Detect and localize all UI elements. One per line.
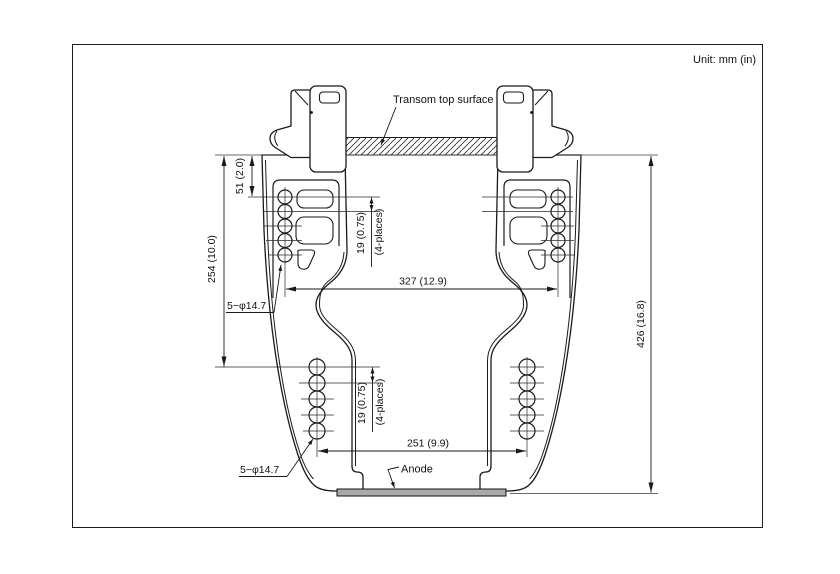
dim-251-text: 251 (9.9) [406,437,450,450]
dim-327-text: 327 (12.9) [399,275,447,288]
dim-426-text: 426 (16.8) [635,300,647,348]
anode-bar [337,489,506,496]
dim-19-upper-note: (4-places) [373,208,385,256]
dim-19-upper [355,198,385,268]
clamp-pivot-dot [530,111,533,114]
transom-section [346,138,497,156]
label-anode [388,464,433,489]
dim-254-text: 254 (10.0) [206,235,218,283]
callout-holes-lower-text: 5−φ14.7 [240,464,280,476]
dim-51-text: 51 (2.0) [234,157,246,195]
transom-hatch [346,138,497,156]
dim-19-upper-text: 19 (0.75) [355,211,367,255]
dim-254 [206,156,224,367]
dim-19-lower-text: 19 (0.75) [356,381,368,425]
label-anode-text: Anode [401,463,433,476]
clamp-pivot-dot [310,111,313,114]
label-transom-text: Transom top surface [393,94,494,106]
callout-holes-upper-text: 5−φ14.7 [227,300,267,312]
dim-19-lower-note: (4-places) [374,378,386,426]
dim-51 [234,156,252,196]
unit-note: Unit: mm (in) [693,54,756,66]
dim-19-lower [356,368,386,433]
